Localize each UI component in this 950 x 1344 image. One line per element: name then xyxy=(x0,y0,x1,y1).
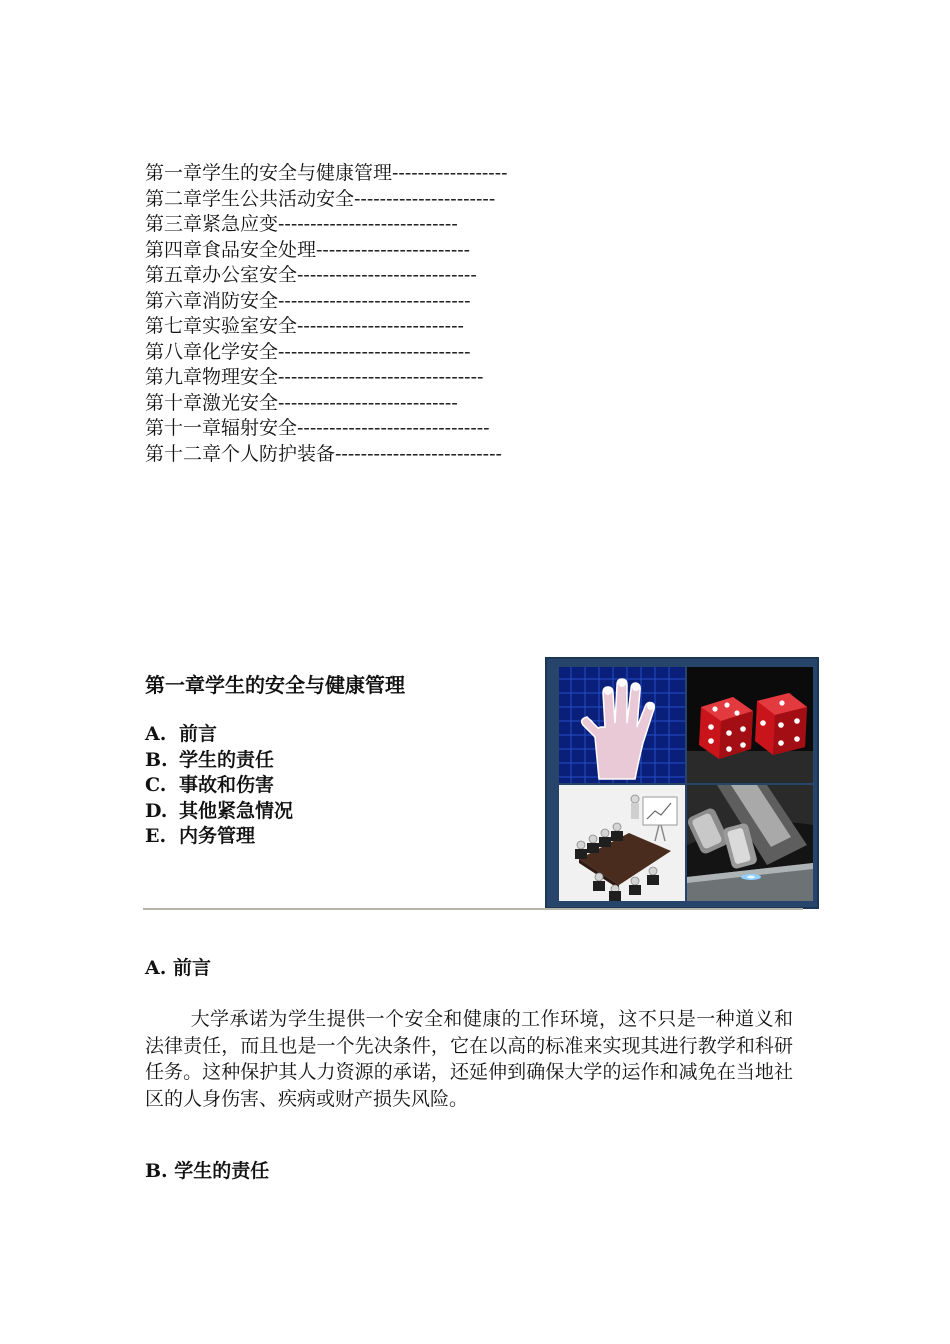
microscope-icon xyxy=(687,785,813,901)
toc-entry[interactable]: 第一章学生的安全与健康管理------------------ xyxy=(145,162,508,184)
outline-item xyxy=(145,773,293,799)
table-of-contents xyxy=(145,161,705,467)
chapter-outline xyxy=(145,722,293,850)
chapter-title: 第一章学生的安全与健康管理 xyxy=(145,673,405,697)
toc-entry[interactable]: 第九章物理安全-------------------------------- xyxy=(145,366,484,388)
section-b-heading: B. 学生的责任 xyxy=(145,1160,270,1182)
toc-entry[interactable]: 第十章激光安全---------------------------- xyxy=(145,391,458,414)
toc-entry[interactable]: 第八章化学安全------------------------------ xyxy=(145,340,471,363)
outline-item xyxy=(145,799,293,825)
toc-entry[interactable]: 第十二章个人防护装备-------------------------- xyxy=(145,442,502,465)
outline-text: 内务管理 xyxy=(179,825,256,847)
toc-entry[interactable]: 第七章实验室安全-------------------------- xyxy=(145,315,464,337)
toc-entry[interactable]: 第五章办公室安全---------------------------- xyxy=(145,264,477,286)
toc-entry[interactable]: 第十一章辐射安全------------------------------ xyxy=(145,417,490,439)
toc-entry[interactable]: 第三章紧急应变---------------------------- xyxy=(145,213,458,235)
outline-item xyxy=(145,722,293,748)
toc-entry[interactable]: 第四章食品安全处理------------------------ xyxy=(145,238,471,261)
outline-letter: A. xyxy=(145,723,167,745)
outline-letter: D. xyxy=(145,799,168,822)
safety-image-collage xyxy=(545,657,819,909)
outline-letter: E. xyxy=(145,825,167,847)
dice-icon xyxy=(687,667,813,783)
outline-text: 事故和伤害 xyxy=(179,774,275,796)
outline-text: 其他紧急情况 xyxy=(179,799,294,822)
outline-letter: B. xyxy=(145,748,168,771)
outline-letter: C. xyxy=(145,774,167,796)
toc-entry[interactable]: 第二章学生公共活动安全---------------------- xyxy=(145,187,496,210)
outline-text: 前言 xyxy=(179,723,218,745)
hand-scan-icon xyxy=(559,667,685,783)
section-a-heading: A. 前言 xyxy=(145,957,211,979)
outline-text: 学生的责任 xyxy=(179,748,275,771)
meeting-icon xyxy=(559,785,685,901)
section-a-paragraph: 大学承诺为学生提供一个安全和健康的工作环境，这不只是一种道义和法律责任，而且也是一个先决条件，它在以高的标准来实现其进行教学和科研任务。这种保护其人力资源的承诺，还延伸到确保大学的运作和减免在当地社区的人身伤害、疾病或财产损失风险。 xyxy=(145,1008,793,1110)
outline-item xyxy=(145,748,293,774)
section-divider xyxy=(143,908,803,910)
outline-item xyxy=(145,824,293,850)
toc-entry[interactable]: 第六章消防安全------------------------------ xyxy=(145,289,471,312)
